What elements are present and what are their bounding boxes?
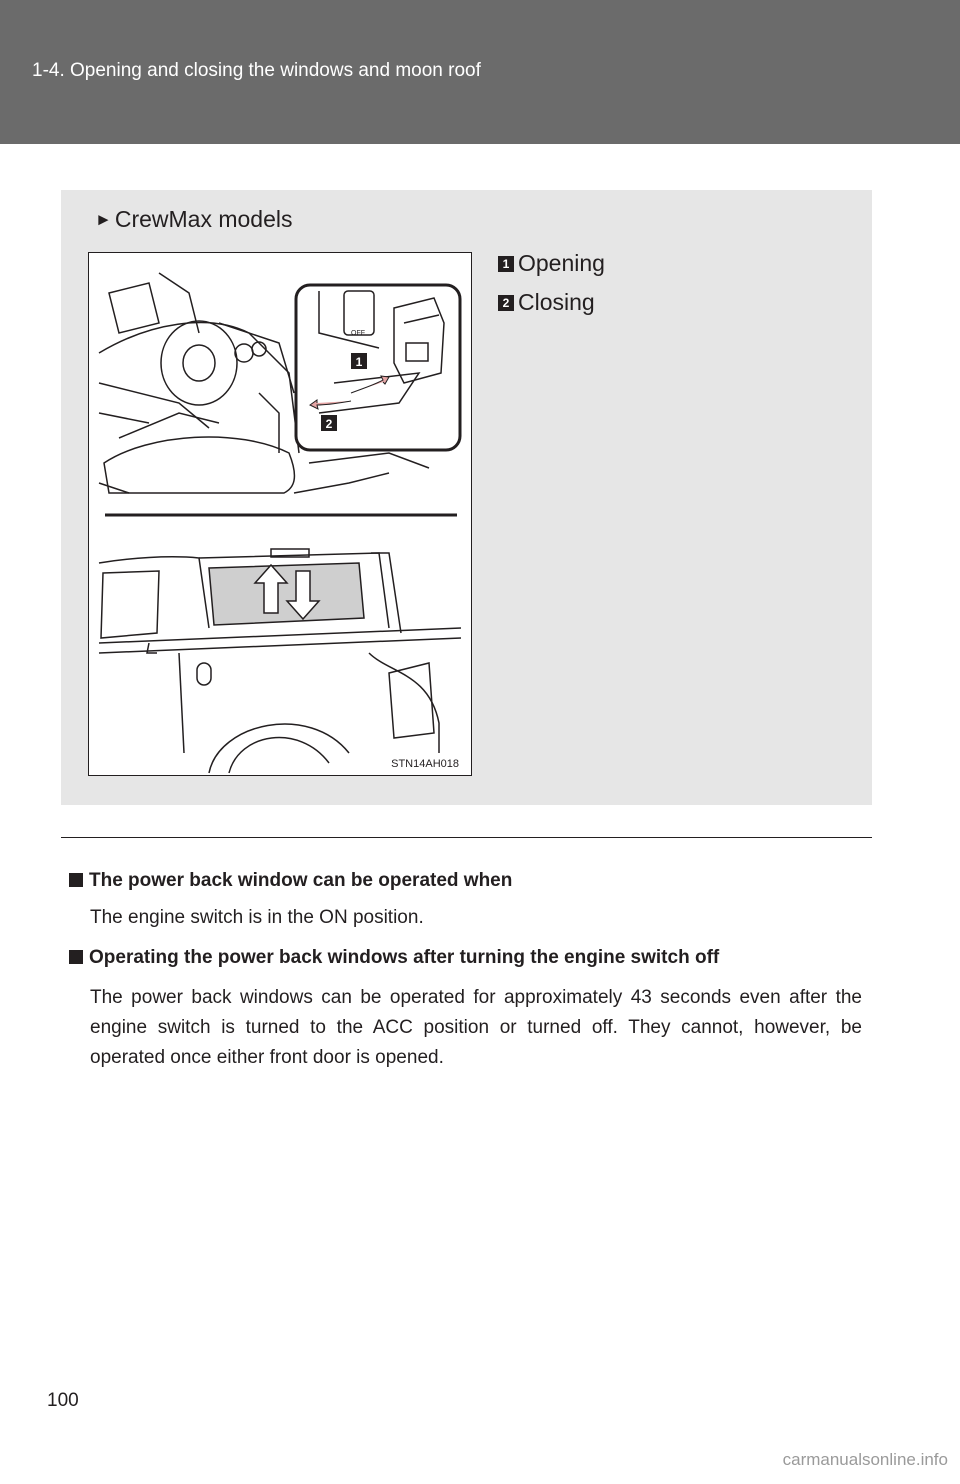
legend-number: 2: [498, 295, 514, 311]
section-body: The engine switch is in the ON position.: [90, 907, 424, 928]
section-divider: [61, 837, 872, 838]
legend-label: Closing: [518, 289, 595, 315]
callout-1-number: 1: [355, 355, 363, 369]
legend-opening: [498, 250, 605, 277]
legend-closing: [498, 289, 595, 316]
legend-number: 1: [498, 256, 514, 272]
square-bullet-icon: [69, 950, 83, 964]
page-header: [0, 0, 960, 144]
callout-2-number: 2: [325, 417, 333, 431]
header-title: 1-4. Opening and closing the windows and moon roof: [32, 60, 481, 81]
triangle-right-icon: ►: [95, 210, 112, 229]
section-body: The power back windows can be operated for approximately 43 seconds even after the engine switch is turned to the ACC position or turned off. They cannot, however, be operated once either front door is opened.: [90, 987, 862, 1068]
page-number: 100: [47, 1390, 79, 1411]
watermark: carmanualsonline.info: [782, 1450, 948, 1469]
figure-code: STN14AH018: [391, 758, 459, 770]
section-title: [69, 947, 719, 969]
model-heading: [95, 206, 292, 233]
legend-label: Opening: [518, 250, 605, 276]
illustration-figure: [88, 252, 472, 776]
section-title: [69, 870, 512, 892]
model-heading-text: CrewMax models: [114, 206, 293, 232]
section-title-text: The power back window can be operated when: [89, 870, 513, 891]
square-bullet-icon: [69, 873, 83, 887]
off-switch-label: OFF: [351, 330, 365, 337]
section-title-text: Operating the power back windows after turning the engine switch off: [89, 947, 720, 968]
truck-illustration: [89, 253, 471, 775]
